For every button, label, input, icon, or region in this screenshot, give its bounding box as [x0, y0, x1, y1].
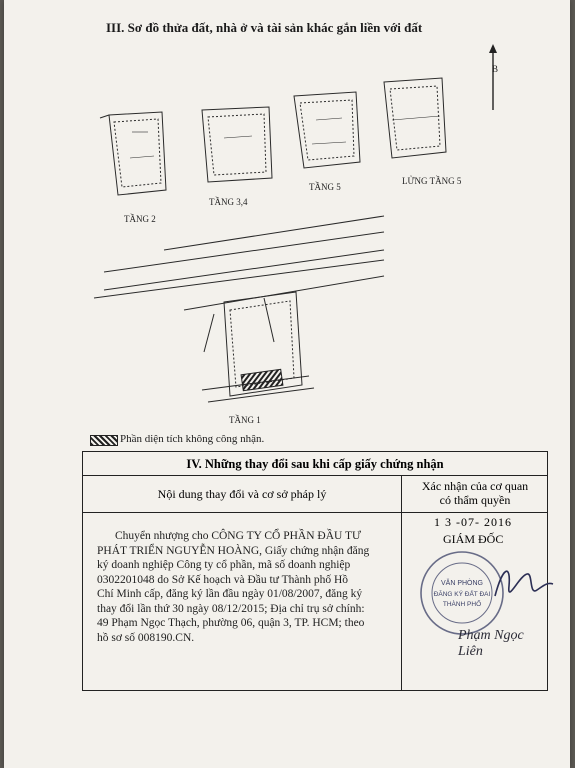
changes-table	[82, 451, 548, 691]
label-tang5: TẦNG 5	[309, 182, 341, 192]
stamp-line3: THÀNH PHỐ	[442, 601, 482, 608]
plan-tang2	[100, 112, 166, 195]
column-header-confirmation	[401, 479, 549, 507]
signer-role: GIÁM ĐỐC	[443, 532, 504, 546]
legend-hatch-swatch	[90, 435, 118, 446]
confirmation-date: 1 3 -07- 2016	[434, 515, 512, 529]
column-header-content: Nội dung thay đổi và cơ sở pháp lý	[157, 487, 327, 501]
content-line: ký doanh nghiệp Công ty cổ phần, mã số doanh nghiệp	[97, 559, 351, 571]
certificate-page	[4, 0, 570, 768]
change-content	[97, 529, 397, 645]
plan-tang1	[94, 216, 384, 402]
north-arrow-icon	[484, 44, 504, 114]
section-title: III. Sơ đồ thửa đất, nhà ở và tài sản khác gắn liền với đất	[106, 20, 423, 35]
content-line: hồ sơ số 008190.CN.	[97, 631, 195, 644]
content-line: Chuyển nhượng cho CÔNG TY CỔ PHẦN ĐẦU TƯ	[115, 530, 361, 542]
label-tang34: TẦNG 3,4	[209, 197, 248, 207]
plan-tang34	[202, 107, 272, 182]
label-tang1: TẦNG 1	[229, 415, 261, 425]
content-line: thay đổi lần thứ 30 ngày 08/12/2015; Địa chỉ trụ sở chính:	[97, 602, 365, 615]
content-line: 0302201048 do Sở Kế hoạch và Đầu tư Thành phố Hồ	[97, 573, 349, 586]
column-header-confirmation-line2: có thẩm quyền	[439, 493, 511, 507]
stamp-line2: ĐĂNG KÝ ĐẤT ĐAI	[433, 591, 491, 598]
label-lung-tang5: LỬNG TẦNG 5	[402, 176, 462, 186]
north-label: B	[492, 64, 499, 74]
label-tang2: TẦNG 2	[124, 214, 156, 224]
plan-tang5	[294, 92, 360, 168]
table-title: IV. Những thay đổi sau khi cấp giấy chứng nhận	[83, 452, 547, 476]
handwritten-signature	[489, 556, 559, 616]
legend-text: Phần diện tích không công nhận.	[120, 433, 265, 445]
content-line: 49 Phạm Ngọc Thạch, phường 06, quận 3, TP. HCM; theo	[97, 617, 365, 629]
floor-plan-diagram	[84, 40, 484, 430]
plan-lung-tang5	[384, 78, 446, 158]
content-line: PHÁT TRIỂN NGUYỄN HOÀNG, Giấy chứng nhận đăng	[97, 544, 370, 557]
column-header-confirmation-line1: Xác nhận của cơ quan	[421, 479, 529, 493]
content-line: Chí Minh cấp, đăng ký lần đầu ngày 01/08/2007, đăng ký	[97, 588, 363, 600]
stamp-line1: VĂN PHÒNG	[440, 580, 484, 587]
signer-name: Phạm Ngọc Liên	[458, 628, 524, 659]
